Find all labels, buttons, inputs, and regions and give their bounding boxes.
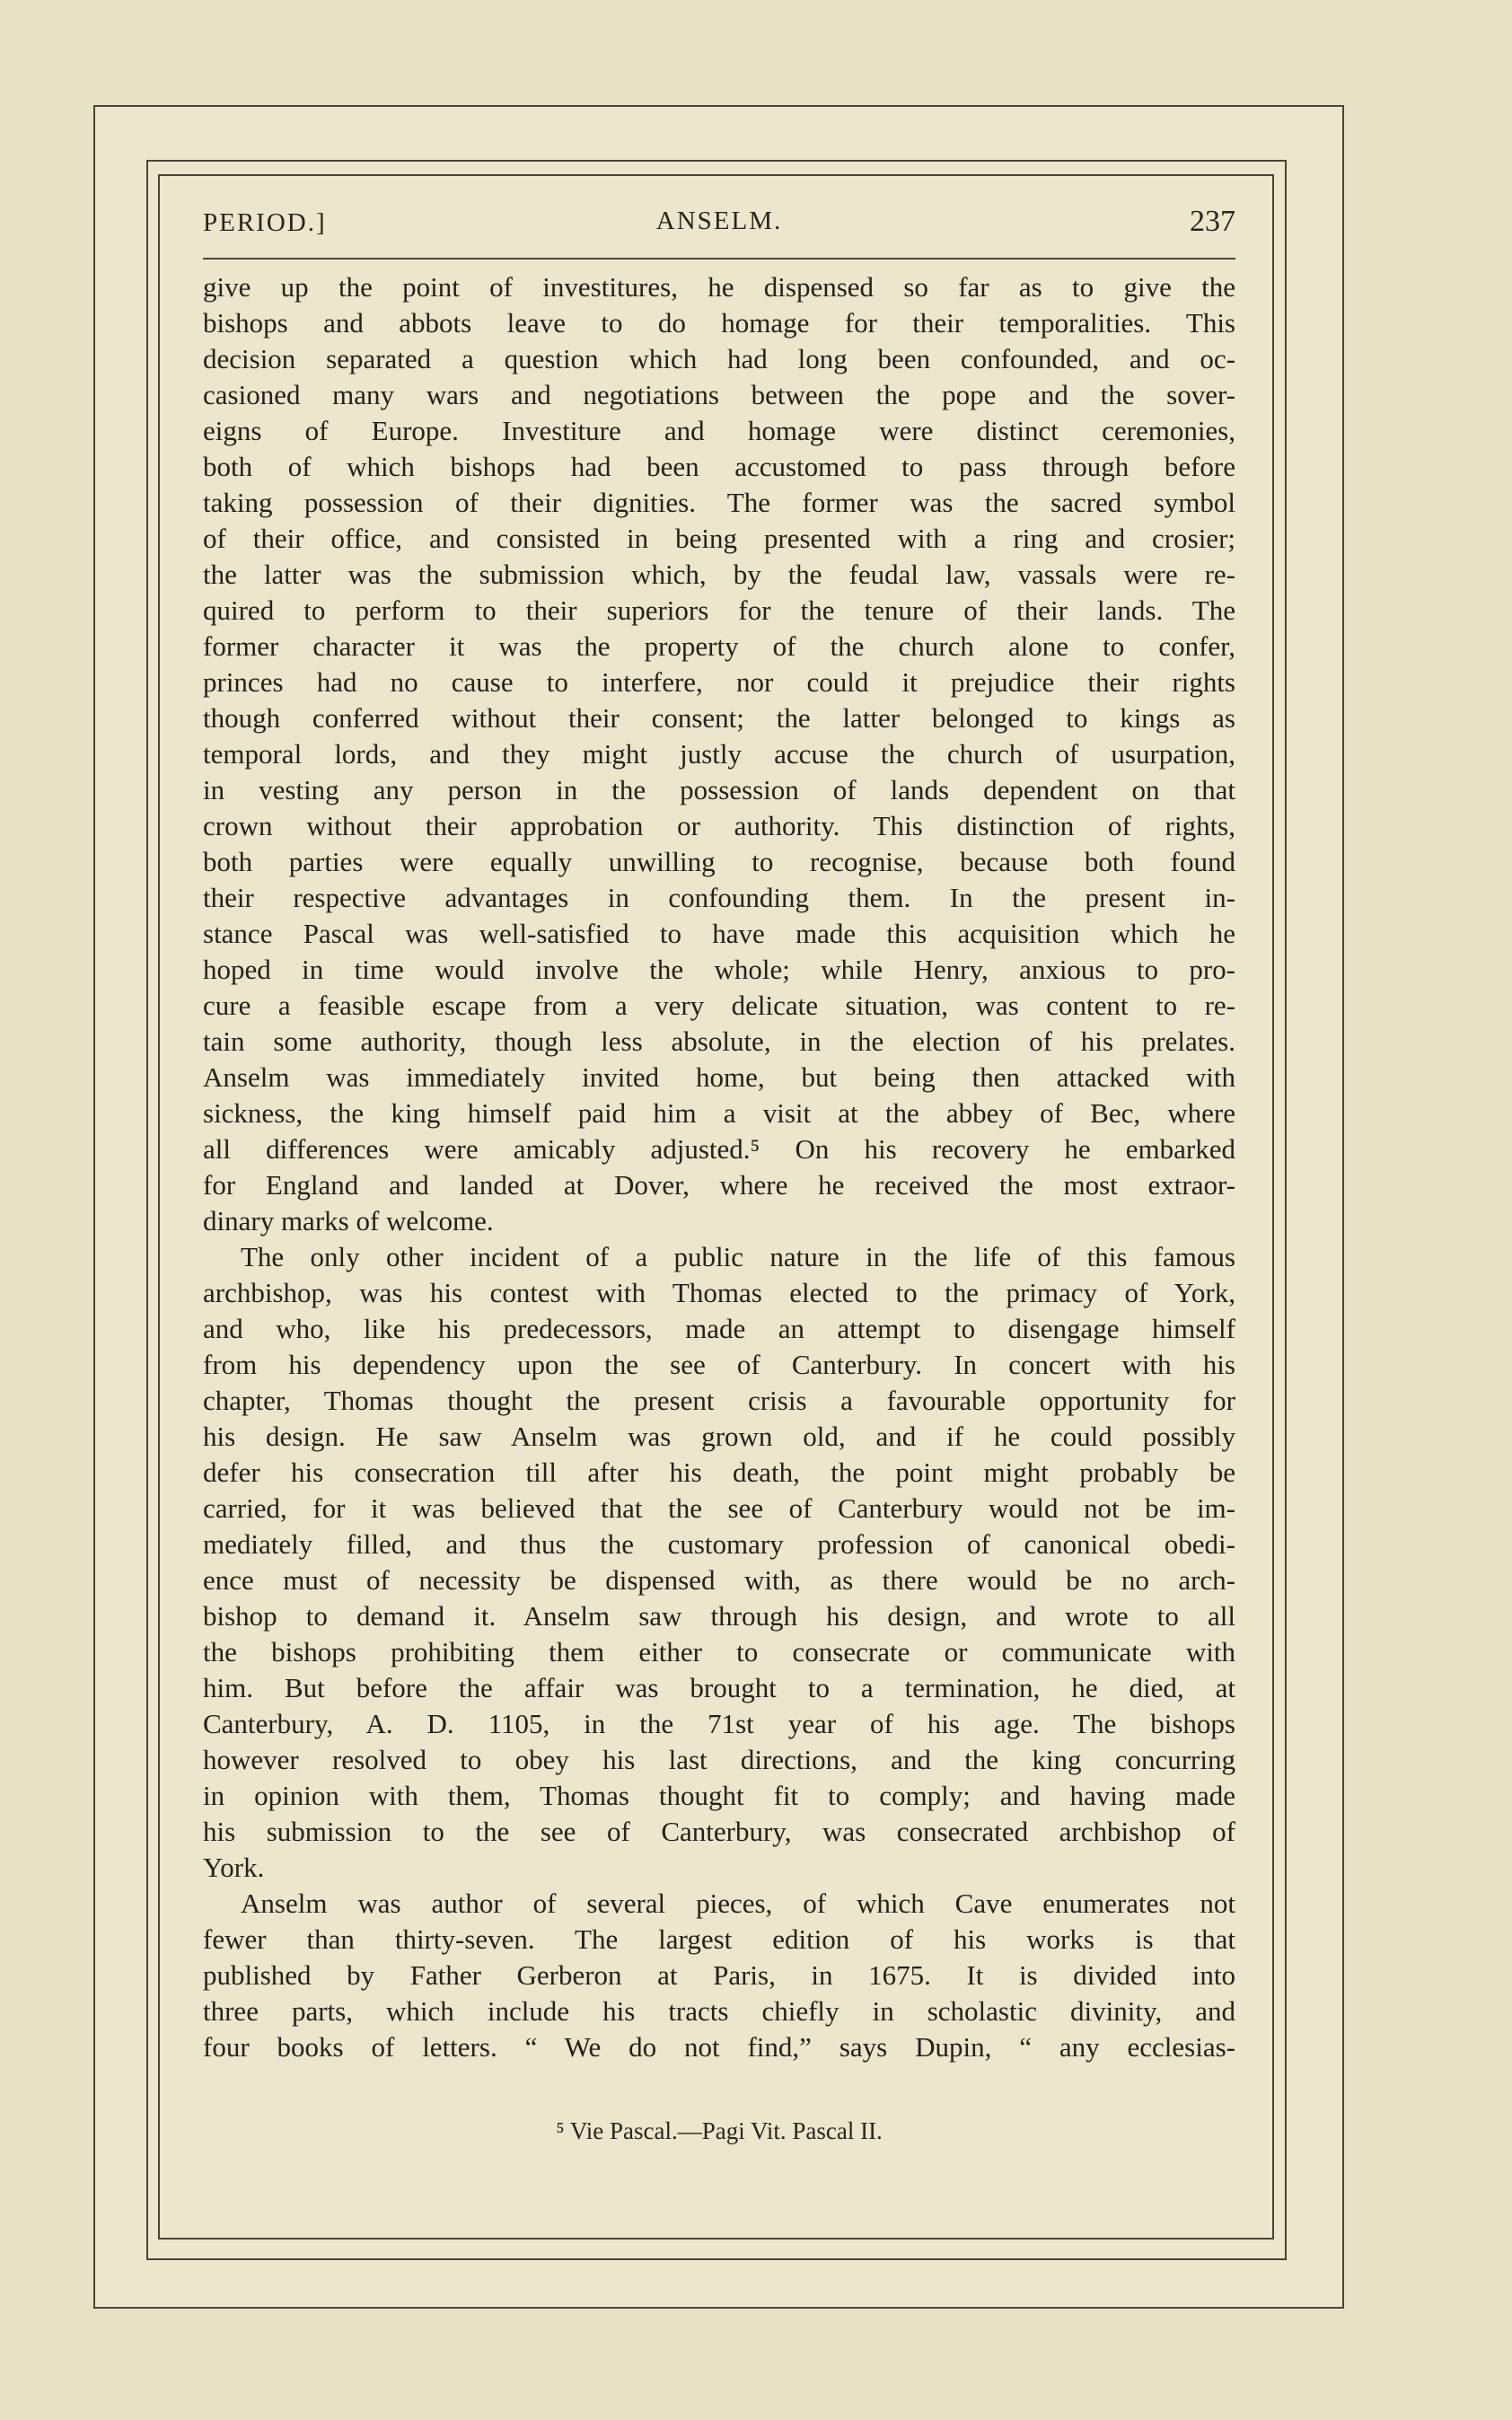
text-line: stance Pascal was well-satisfied to have made this acquisition which he <box>203 918 1235 949</box>
text-line: from his dependency upon the see of Canterbury. In concert with his <box>203 1349 1235 1380</box>
text-line: quired to perform to their superiors for the tenure of their lands. The <box>203 594 1235 626</box>
text-line: carried, for it was believed that the see of Canterbury would not be im- <box>203 1492 1235 1524</box>
text-line: his design. He saw Anselm was grown old, and if he could possibly <box>203 1421 1235 1452</box>
text-line: bishop to demand it. Anselm saw through his design, and wrote to all <box>203 1600 1235 1632</box>
text-line: former character it was the property of the church alone to confer, <box>203 630 1235 662</box>
text-line: Anselm was immediately invited home, but being then attacked with <box>203 1061 1235 1093</box>
running-head-title: ANSELM. <box>655 207 783 235</box>
running-head-period: PERIOD.] <box>203 208 327 237</box>
text-line: defer his consecration till after his death, the point might probably be <box>203 1456 1235 1488</box>
text-line: archbishop, was his contest with Thomas elected to the primacy of York, <box>203 1277 1235 1308</box>
text-line: sickness, the king himself paid him a visit at the abbey of Bec, where <box>203 1097 1235 1129</box>
text-line: casioned many wars and negotiations between the pope and the sover- <box>203 379 1235 410</box>
text-line: three parts, which include his tracts chiefly in scholastic divinity, and <box>203 1995 1235 2027</box>
text-line: published by Father Gerberon at Paris, in 1675. It is divided into <box>203 1959 1235 1991</box>
text-line: Anselm was author of several pieces, of which Cave enumerates not <box>241 1888 1235 1919</box>
text-line: ence must of necessity be dispensed with, as there would be no arch- <box>203 1564 1235 1596</box>
running-head <box>203 203 1235 248</box>
text-line: in opinion with them, Thomas thought fit to comply; and having made <box>203 1780 1235 1811</box>
text-line: hoped in time would involve the whole; while Henry, anxious to pro- <box>203 954 1235 985</box>
text-line: in vesting any person in the possession of lands dependent on that <box>203 774 1235 805</box>
text-line: both of which bishops had been accustomed to pass through before <box>203 451 1235 482</box>
text-line: of their office, and consisted in being presented with a ring and crosier; <box>203 523 1235 554</box>
text-line: the bishops prohibiting them either to consecrate or communicate with <box>203 1636 1235 1668</box>
page-number: 237 <box>1190 205 1235 238</box>
text-line: their respective advantages in confounding them. In the present in- <box>203 882 1235 913</box>
text-line: eigns of Europe. Investiture and homage were distinct ceremonies, <box>203 415 1235 446</box>
text-line: princes had no cause to interfere, nor could it prejudice their rights <box>203 666 1235 698</box>
text-line: the latter was the submission which, by the feudal law, vassals were re- <box>203 559 1235 590</box>
text-line: however resolved to obey his last directions, and the king concurring <box>203 1744 1235 1775</box>
text-line: give up the point of investitures, he dispensed so far as to give the <box>203 271 1235 303</box>
text-line: fewer than thirty-seven. The largest edition of his works is that <box>203 1923 1235 1955</box>
text-line: crown without their approbation or authority. This distinction of rights, <box>203 810 1235 841</box>
text-line: cure a feasible escape from a very delicate situation, was content to re- <box>203 990 1235 1021</box>
text-line: York. <box>203 1852 265 1883</box>
header-rule <box>203 258 1235 260</box>
text-line: mediately filled, and thus the customary profession of canonical obedi- <box>203 1528 1235 1560</box>
footnote: ⁵ Vie Pascal.—Pagi Vit. Pascal II. <box>556 2117 883 2144</box>
text-line: The only other incident of a public nature in the life of this famous <box>241 1241 1235 1272</box>
text-line: all differences were amicably adjusted.⁵ On his recovery he embarked <box>203 1133 1235 1165</box>
text-line: temporal lords, and they might justly accuse the church of usurpation, <box>203 738 1235 770</box>
text-line: for England and landed at Dover, where he received the most extraor- <box>203 1169 1235 1201</box>
text-line: him. But before the affair was brought to a termination, he died, at <box>203 1672 1235 1703</box>
text-line: decision separated a question which had long been confounded, and oc- <box>203 343 1235 374</box>
text-line: his submission to the see of Canterbury, was consecrated archbishop of <box>203 1816 1235 1847</box>
text-line: tain some authority, though less absolute, in the election of his prelates. <box>203 1025 1235 1057</box>
text-line: chapter, Thomas thought the present crisis a favourable opportunity for <box>203 1385 1235 1416</box>
text-line: four books of letters. “ We do not find,” says Dupin, “ any ecclesias- <box>203 2031 1235 2063</box>
text-line: both parties were equally unwilling to recognise, because both found <box>203 846 1235 877</box>
body-text <box>203 269 1235 2065</box>
text-line: bishops and abbots leave to do homage for their temporalities. This <box>203 307 1235 339</box>
text-line: dinary marks of welcome. <box>203 1205 494 1236</box>
text-line: and who, like his predecessors, made an attempt to disengage himself <box>203 1313 1235 1344</box>
text-line: taking possession of their dignities. The former was the sacred symbol <box>203 487 1235 518</box>
text-line: Canterbury, A. D. 1105, in the 71st year of his age. The bishops <box>203 1708 1235 1739</box>
text-line: though conferred without their consent; the latter belonged to kings as <box>203 702 1235 734</box>
